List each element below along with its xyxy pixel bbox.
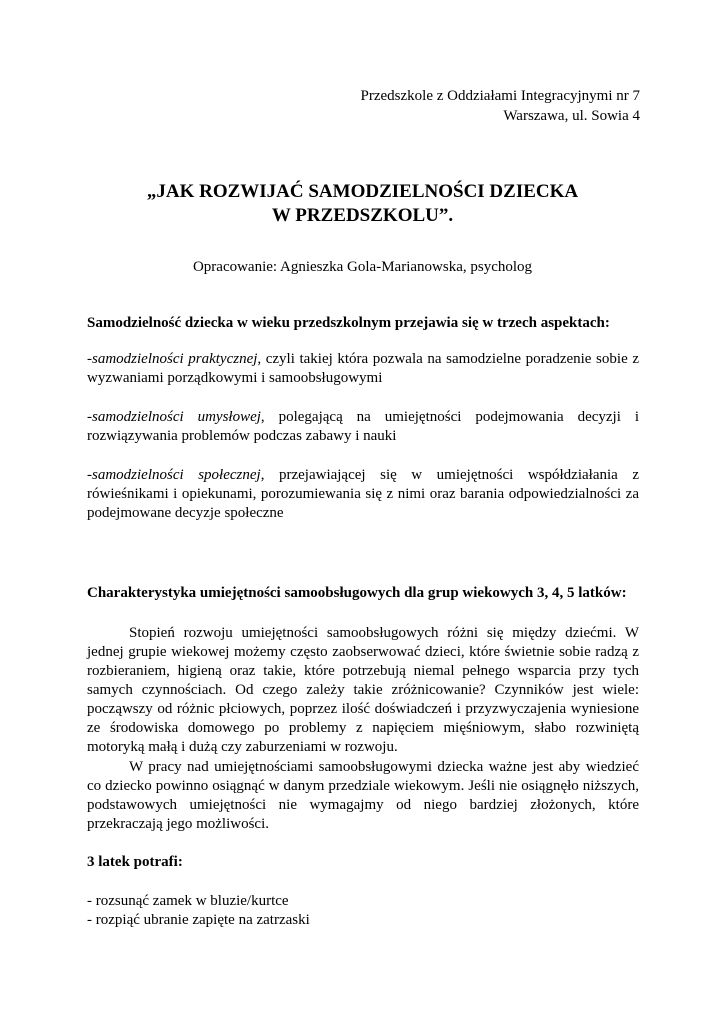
section-heading-characteristics: Charakterystyka umiejętności samoobsługowych dla grup wiekowych 3, 4, 5 latków: bbox=[87, 585, 627, 601]
aspect-paragraph bbox=[87, 466, 639, 523]
author-line: Opracowanie: Agnieszka Gola-Marianowska, psycholog bbox=[192, 259, 533, 275]
section-heading-aspects: Samodzielność dziecka w wieku przedszkolnym przejawia się w trzech aspektach: bbox=[87, 315, 610, 331]
skills-list bbox=[87, 892, 639, 930]
document-title bbox=[0, 180, 725, 228]
title-line-2: W PRZEDSZKOLU”. bbox=[271, 205, 454, 226]
aspect-text: , czyli takiej która pozwala na samodzielne poradzenie sobie z wyzwaniami porządkowymi i samoobsługowymi bbox=[87, 351, 639, 386]
aspect-term: -samodzielności umysłowej bbox=[87, 409, 261, 425]
institution-address: Warszawa, ul. Sowia 4 bbox=[503, 108, 640, 124]
title-line-1: „JAK ROZWIJAĆ SAMODZIELNOŚCI DZIECKA bbox=[146, 181, 579, 202]
aspect-paragraph bbox=[87, 350, 639, 388]
section-heading-age-3: 3 latek potrafi: bbox=[87, 854, 183, 870]
aspect-text: , polegającą na umiejętności podejmowania decyzji i rozwiązywania problemów podczas zabawy i nauki bbox=[87, 409, 639, 444]
aspect-text: , przejawiającej się w umiejętności współdziałania z rówieśnikami i opiekunami, porozumiewania się z nimi oraz barania odpowiedzialności za podejmowane decyzje społeczne bbox=[87, 467, 640, 521]
body-paragraph: W pracy nad umiejętnościami samoobsługowymi dziecka ważne jest aby wiedzieć co dziecko powinno osiągnąć w danym przedziale wiekowym. Jeśli nie osiągnęło niższych, podstawowych umiejętności nie wymagajmy od niego bardziej złożonych, które przekraczają jego możliwości. bbox=[87, 759, 639, 832]
aspect-term: -samodzielności społecznej bbox=[87, 467, 261, 483]
institution-name: Przedszkole z Oddziałami Integracyjnymi nr 7 bbox=[360, 88, 640, 104]
header-block bbox=[361, 86, 641, 126]
aspect-term: -samodzielności praktycznej bbox=[87, 351, 258, 367]
list-item: - rozsunąć zamek w bluzie/kurtce bbox=[87, 893, 289, 909]
list-item: - rozpiąć ubranie zapięte na zatrzaski bbox=[87, 912, 310, 928]
body-paragraph: Stopień rozwoju umiejętności samoobsługowych różni się między dziećmi. W jednej grupie wiekowej możemy często zaobserwować dzieci, które świetnie sobie radzą z rozbieraniem, higieną oraz takie, które potrzebują niemal pełnego wsparcia przy tych samych czynnościach. Od czego zależy takie zróżnicowanie? Czynników jest wiele: począwszy od różnic płciowych, poprzez ilość doświadczeń i przyzwyczajenia wyniesione ze środowiska domowego po problemy z napięciem mięśniowym, słabo rozwiniętą motoryką małą i dużą czy zaburzeniami w rozwoju. bbox=[87, 625, 639, 755]
aspect-paragraph bbox=[87, 408, 639, 446]
